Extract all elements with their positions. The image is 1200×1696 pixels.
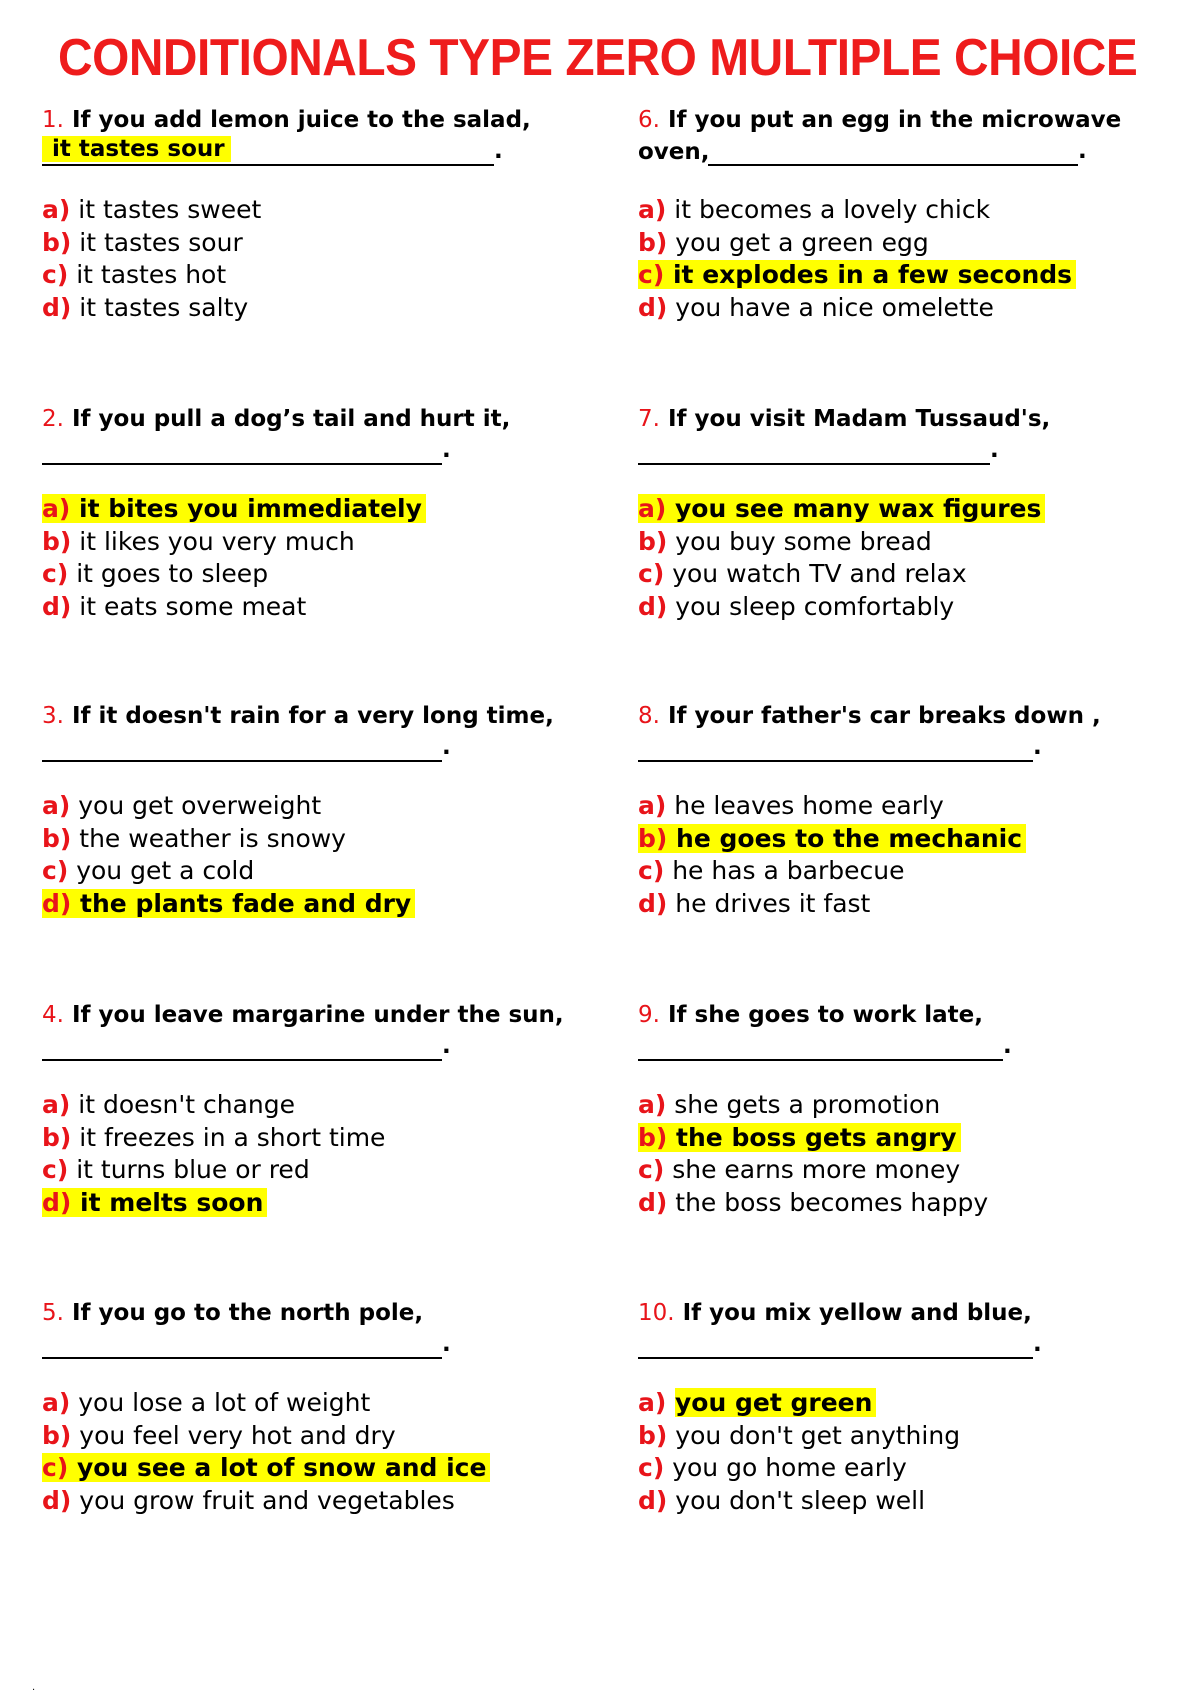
answer-blank: oven, . xyxy=(638,138,1087,165)
option-b[interactable]: b) it tastes sour xyxy=(42,227,243,257)
answer-blank: . xyxy=(638,1031,1158,1065)
options-list xyxy=(638,493,1158,623)
option-c[interactable]: c) you get a cold xyxy=(42,856,255,885)
options-list xyxy=(638,1387,1158,1517)
option-d[interactable]: d) you sleep comfortably xyxy=(638,591,955,621)
question-stem: 2. If you pull a dog’s tail and hurt it, xyxy=(42,406,511,432)
option-c[interactable]: c) you see a lot of snow and ice xyxy=(42,1452,562,1485)
option-c[interactable]: c) you watch TV and relax xyxy=(638,559,967,588)
question-6 xyxy=(638,104,1158,324)
option-b[interactable]: b) you don't get anything xyxy=(638,1420,961,1450)
option-a[interactable]: a) you get overweight xyxy=(42,791,322,820)
question-stem: 4. If you leave margarine under the sun, xyxy=(42,1002,564,1028)
option-b[interactable]: b) it likes you very much xyxy=(42,526,355,556)
question-4 xyxy=(42,999,562,1219)
option-a[interactable]: a) she gets a promotion xyxy=(638,1090,941,1119)
answer-blank: . xyxy=(638,732,1158,766)
question-stem: 1. If you add lemon juice to the salad, xyxy=(42,107,531,133)
options-list xyxy=(42,1387,562,1517)
question-stem: 9. If she goes to work late, xyxy=(638,1002,984,1028)
option-d[interactable]: d) you grow fruit and vegetables xyxy=(42,1485,455,1515)
question-stem: 3. If it doesn't rain for a very long time, xyxy=(42,703,554,729)
option-a[interactable]: a) it bites you immediately xyxy=(42,493,562,526)
option-a[interactable]: a) it becomes a lovely chick xyxy=(638,195,991,224)
option-b[interactable]: b) you buy some bread xyxy=(638,526,932,556)
filled-answer: it tastes sour xyxy=(42,136,231,162)
answer-blank: . xyxy=(638,435,1158,469)
question-stem: 5. If you go to the north pole, xyxy=(42,1300,424,1326)
answer-blank: . xyxy=(42,1031,562,1065)
option-d[interactable]: d) it tastes salty xyxy=(42,292,249,322)
answer-blank: . xyxy=(42,435,562,469)
option-c[interactable]: c) you go home early xyxy=(638,1453,907,1482)
question-stem: 7. If you visit Madam Tussaud's, xyxy=(638,406,1051,432)
options-list xyxy=(638,790,1158,920)
question-1 xyxy=(42,104,562,324)
answer-blank: . xyxy=(42,1329,562,1363)
answer-blank: it tastes sour . xyxy=(42,136,562,170)
option-c[interactable]: c) it tastes hot xyxy=(42,260,227,289)
option-b[interactable]: b) you get a green egg xyxy=(638,227,929,257)
option-c[interactable]: c) it turns blue or red xyxy=(42,1155,310,1184)
question-8 xyxy=(638,700,1158,920)
worksheet-title: CONDITIONALS TYPE ZERO MULTIPLE CHOICE xyxy=(58,29,1138,87)
question-7 xyxy=(638,403,1158,623)
option-a[interactable]: a) you lose a lot of weight xyxy=(42,1388,371,1417)
options-list xyxy=(638,1089,1158,1219)
question-3 xyxy=(42,700,562,920)
options-list xyxy=(42,1089,562,1219)
option-a[interactable]: a) it doesn't change xyxy=(42,1090,295,1119)
option-d[interactable]: d) the boss becomes happy xyxy=(638,1187,989,1217)
option-d[interactable]: d) he drives it fast xyxy=(638,888,871,918)
answer-blank: . xyxy=(42,732,562,766)
option-c[interactable]: c) it goes to sleep xyxy=(42,559,269,588)
answer-blank: . xyxy=(638,1329,1158,1363)
option-b[interactable]: b) it freezes in a short time xyxy=(42,1122,386,1152)
question-9 xyxy=(638,999,1158,1219)
option-c[interactable]: c) she earns more money xyxy=(638,1155,961,1184)
option-d[interactable]: d) you have a nice omelette xyxy=(638,292,994,322)
option-d[interactable]: d) it melts soon xyxy=(42,1187,562,1220)
option-a[interactable]: a) you see many wax figures xyxy=(638,493,1158,526)
option-d[interactable]: d) it eats some meat xyxy=(42,591,307,621)
question-10 xyxy=(638,1297,1158,1517)
options-list xyxy=(42,194,562,324)
option-d[interactable]: d) you don't sleep well xyxy=(638,1485,926,1515)
question-stem: 10. If you mix yellow and blue, xyxy=(638,1300,1032,1326)
question-stem: 8. If your father's car breaks down , xyxy=(638,703,1101,729)
option-b[interactable]: b) he goes to the mechanic xyxy=(638,823,1158,856)
option-c[interactable]: c) he has a barbecue xyxy=(638,856,905,885)
option-c[interactable]: c) it explodes in a few seconds xyxy=(638,259,1158,292)
option-b[interactable]: b) you feel very hot and dry xyxy=(42,1420,396,1450)
question-5 xyxy=(42,1297,562,1517)
options-list xyxy=(42,493,562,623)
option-b[interactable]: b) the weather is snowy xyxy=(42,823,346,853)
option-a[interactable]: a) he leaves home early xyxy=(638,791,944,820)
footer-mark: . xyxy=(32,1682,36,1693)
question-stem: 6. If you put an egg in the microwave xyxy=(638,107,1122,133)
options-list xyxy=(42,790,562,920)
option-b[interactable]: b) the boss gets angry xyxy=(638,1122,1158,1155)
option-a[interactable]: a) you get green xyxy=(638,1387,1158,1420)
option-a[interactable]: a) it tastes sweet xyxy=(42,195,262,224)
option-d[interactable]: d) the plants fade and dry xyxy=(42,888,562,921)
question-2 xyxy=(42,403,562,623)
options-list xyxy=(638,194,1158,324)
